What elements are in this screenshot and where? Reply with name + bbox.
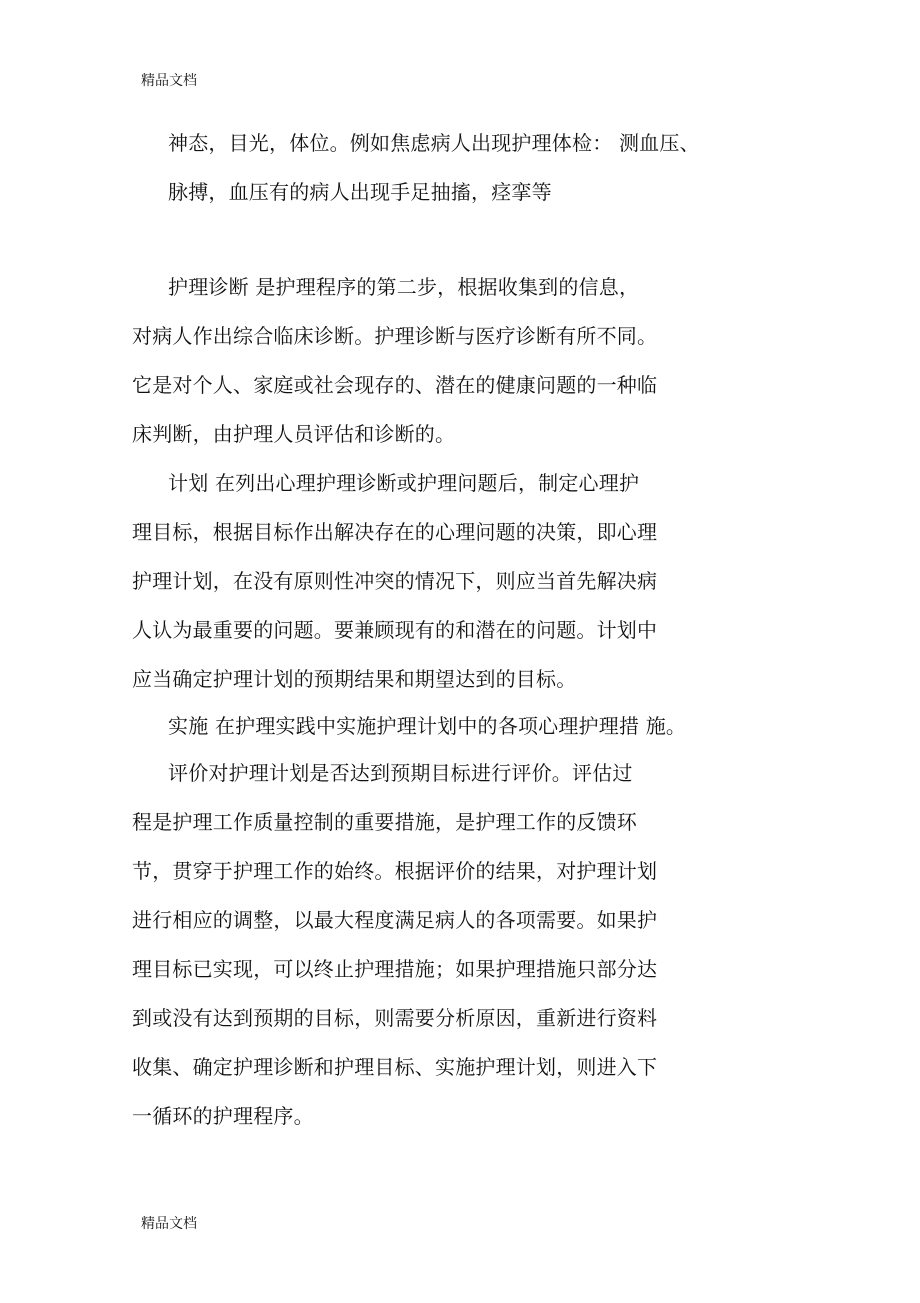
text-line: 护理诊断 是护理程序的第二步，根据收集到的信息，	[168, 275, 640, 299]
text-line: 人认为最重要的问题。要兼顾现有的和潜在的问题。计划中	[132, 618, 658, 642]
text-line: 理目标，根据目标作出解决存在的心理问题的决策，即心理	[132, 520, 658, 544]
text-line: 收集、确定护理诊断和护理目标、实施护理计划，则进入下	[132, 1055, 658, 1079]
text-line: 应当确定护理计划的预期结果和期望达到的目标。	[132, 667, 577, 691]
page-header: 精品文档	[141, 73, 197, 89]
text-line: 节，贯穿于护理工作的始终。根据评价的结果，对护理计划	[132, 859, 658, 883]
text-line: 它是对个人、家庭或社会现存的、潜在的健康问题的一种临	[132, 373, 658, 397]
text-line: 神态，目光，体位。例如焦虑病人出现护理体检： 测血压、	[168, 131, 700, 155]
text-line: 一循环的护理程序。	[132, 1104, 314, 1128]
text-line: 对病人作出综合临床诊断。护理诊断与医疗诊断有所不同。	[132, 324, 658, 348]
text-line: 进行相应的调整，以最大程度满足病人的各项需要。如果护	[132, 908, 658, 932]
text-line: 计划 在列出心理护理诊断或护理问题后，制定心理护	[168, 471, 640, 495]
text-line: 到或没有达到预期的目标，则需要分析原因，重新进行资料	[132, 1006, 658, 1030]
text-line: 理目标已实现，可以终止护理措施；如果护理措施只部分达	[132, 957, 658, 981]
text-line: 程是护理工作质量控制的重要措施，是护理工作的反馈环	[132, 810, 637, 834]
text-line: 评价对护理计划是否达到预期目标进行评价。评估过	[168, 761, 633, 785]
text-line: 床判断，由护理人员评估和诊断的。	[132, 422, 456, 446]
text-line: 脉搏，血压有的病人出现手足抽搐，痉挛等	[168, 180, 552, 204]
text-line: 护理计划，在没有原则性冲突的情况下，则应当首先解决病	[132, 569, 658, 593]
text-line: 实施 在护理实践中实施护理计划中的各项心理护理措 施。	[168, 714, 687, 738]
page-footer: 精品文档	[141, 1216, 197, 1232]
